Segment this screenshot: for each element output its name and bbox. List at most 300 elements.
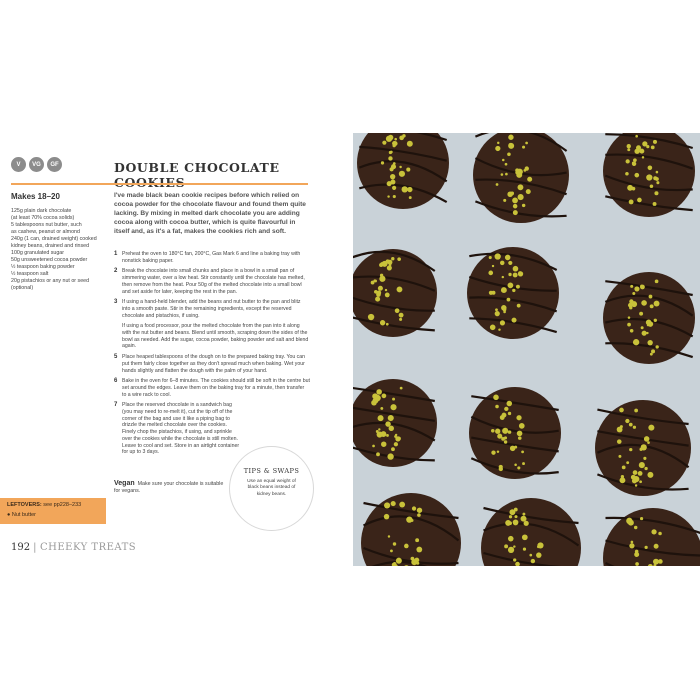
pistachio-crumb bbox=[508, 536, 514, 542]
pistachio-crumb bbox=[642, 156, 644, 158]
pistachio-crumb bbox=[629, 299, 633, 303]
step-text: If using a food processor, pour the melted chocolate from the pan into it along with the nut butter and beans. Blend until smooth, scraping down the sides of the bowl as needed. Add the sugar, cocoa powder, baking powder and salt and blend again. bbox=[122, 323, 309, 350]
pistachio-crumb bbox=[514, 464, 517, 467]
pistachio-crumb bbox=[508, 430, 512, 434]
pistachio-crumb bbox=[651, 529, 656, 534]
page-folio bbox=[11, 542, 136, 553]
pistachio-crumb bbox=[627, 144, 631, 148]
pistachio-crumb bbox=[508, 261, 512, 265]
pistachio-crumb bbox=[625, 419, 629, 423]
pistachio-crumb bbox=[629, 448, 632, 451]
vegan-label: Vegan bbox=[114, 480, 135, 487]
pistachio-crumb bbox=[639, 312, 643, 316]
pistachio-crumb bbox=[385, 289, 387, 291]
pistachio-crumb bbox=[527, 177, 532, 182]
leftovers-ref: see pp228–233 bbox=[43, 502, 82, 508]
pistachio-crumb bbox=[634, 173, 639, 178]
pistachio-crumb bbox=[517, 431, 523, 437]
pistachio-crumb bbox=[513, 558, 516, 561]
pistachio-crumb bbox=[497, 434, 502, 439]
pistachio-crumb bbox=[392, 144, 395, 147]
pistachio-crumb bbox=[653, 140, 657, 144]
pistachio-crumb bbox=[646, 174, 652, 180]
pistachio-crumb bbox=[633, 339, 639, 345]
pistachio-crumb bbox=[619, 408, 624, 413]
pistachio-crumb bbox=[417, 513, 421, 517]
pistachio-crumb bbox=[495, 146, 500, 151]
cookie bbox=[469, 387, 561, 479]
step-number: 3 bbox=[114, 299, 118, 306]
pistachio-crumb bbox=[648, 425, 654, 431]
pistachio-crumb bbox=[501, 305, 506, 310]
pistachio-crumb bbox=[390, 180, 395, 185]
pistachio-crumb bbox=[630, 285, 633, 288]
pistachio-crumb bbox=[513, 520, 519, 526]
pistachio-crumb bbox=[656, 345, 659, 348]
pistachio-crumb bbox=[512, 318, 517, 323]
pistachio-crumb bbox=[627, 185, 633, 191]
pistachio-crumb bbox=[648, 165, 653, 170]
pistachio-crumb bbox=[522, 204, 525, 207]
pistachio-crumb bbox=[374, 280, 377, 283]
method-step bbox=[114, 402, 240, 456]
pistachio-crumb bbox=[634, 286, 639, 291]
pistachio-crumb bbox=[508, 282, 514, 288]
method-step bbox=[114, 268, 310, 295]
pistachio-crumb bbox=[645, 546, 648, 549]
pistachio-crumb bbox=[400, 387, 403, 390]
pistachio-crumb bbox=[387, 265, 392, 270]
pistachio-crumb bbox=[522, 513, 525, 516]
pistachio-crumb bbox=[651, 145, 655, 149]
pistachio-crumb bbox=[492, 265, 494, 267]
method-step bbox=[114, 354, 310, 374]
pistachio-crumb bbox=[404, 544, 409, 549]
pistachio-crumb bbox=[504, 436, 507, 439]
pistachio-crumb bbox=[632, 478, 637, 483]
pistachio-crumb bbox=[402, 186, 408, 192]
method-steps bbox=[114, 251, 310, 460]
pistachio-crumb bbox=[631, 541, 634, 544]
pistachio-crumb bbox=[507, 401, 513, 407]
leftovers-item bbox=[7, 512, 36, 518]
pistachio-crumb bbox=[647, 324, 650, 327]
pistachio-crumb bbox=[646, 332, 648, 334]
pistachio-crumb bbox=[388, 535, 390, 537]
pistachio-crumb bbox=[414, 558, 419, 563]
pistachio-crumb bbox=[397, 287, 403, 293]
pistachio-crumb bbox=[386, 434, 389, 437]
pistachio-crumb bbox=[513, 204, 518, 209]
pistachio-crumb bbox=[656, 171, 659, 174]
tips-title: TIPS & SWAPS bbox=[243, 467, 300, 475]
pistachio-crumb bbox=[641, 326, 644, 329]
pistachio-crumb bbox=[379, 263, 383, 267]
pistachio-crumb bbox=[385, 292, 390, 297]
pistachio-crumb bbox=[635, 550, 639, 554]
pistachio-crumb bbox=[633, 158, 637, 162]
pistachio-crumb bbox=[382, 394, 387, 399]
step-number: 7 bbox=[114, 402, 118, 409]
pistachio-crumb bbox=[499, 467, 503, 471]
title-rule bbox=[11, 183, 308, 185]
recipe-title: DOUBLE CHOCOLATE bbox=[114, 160, 280, 175]
pistachio-crumb bbox=[617, 439, 622, 444]
pistachio-crumb bbox=[523, 548, 526, 551]
pistachio-crumb bbox=[509, 509, 515, 515]
pistachio-crumb bbox=[643, 457, 646, 460]
pistachio-crumb bbox=[386, 323, 389, 326]
pistachio-crumb bbox=[392, 398, 395, 401]
pistachio-crumb bbox=[390, 174, 395, 179]
pistachio-crumb bbox=[507, 298, 511, 302]
pistachio-crumb bbox=[513, 273, 518, 278]
pistachio-crumb bbox=[504, 407, 508, 411]
pistachio-crumb bbox=[501, 173, 504, 176]
pistachio-crumb bbox=[488, 271, 493, 276]
vegetarian-badge: V bbox=[11, 157, 26, 172]
step-text: Place heaped tablespoons of the dough on to the prepared baking tray. You can put them fairly close together as they don't spread much when baking. Wet your hands slightly and flatten the dough with the palm of your hand. bbox=[122, 354, 306, 374]
method-step bbox=[114, 299, 310, 319]
pistachio-crumb bbox=[500, 320, 505, 325]
pistachio-crumb bbox=[507, 152, 511, 156]
bullet-icon: ● bbox=[7, 512, 11, 518]
pistachio-crumb bbox=[508, 143, 514, 149]
pistachio-crumb bbox=[518, 194, 524, 200]
cookie bbox=[595, 400, 691, 496]
pistachio-crumb bbox=[396, 558, 402, 564]
pistachio-crumb bbox=[377, 290, 382, 295]
pistachio-crumb bbox=[495, 429, 500, 434]
folio-separator: | bbox=[33, 542, 37, 553]
pistachio-crumb bbox=[502, 276, 504, 278]
pistachio-crumb bbox=[513, 210, 518, 215]
pistachio-crumb bbox=[635, 484, 637, 486]
pistachio-crumb bbox=[637, 198, 642, 203]
ingredients-panel bbox=[11, 192, 106, 292]
pistachio-crumb bbox=[629, 306, 632, 309]
pistachio-crumb bbox=[391, 257, 394, 260]
pistachio-crumb bbox=[632, 292, 635, 295]
pistachio-crumb bbox=[622, 465, 626, 469]
pistachio-crumb bbox=[399, 166, 401, 168]
pistachio-crumb bbox=[399, 313, 404, 318]
pistachio-crumb bbox=[387, 453, 393, 459]
pistachio-crumb bbox=[536, 552, 541, 557]
pistachio-crumb bbox=[381, 161, 384, 164]
pistachio-crumb bbox=[647, 472, 653, 478]
pistachio-crumb bbox=[495, 311, 500, 316]
cookie bbox=[353, 249, 437, 337]
step-number: 2 bbox=[114, 268, 118, 275]
pistachio-crumb bbox=[407, 141, 413, 147]
pistachio-crumb bbox=[518, 271, 523, 276]
pistachio-crumb bbox=[391, 447, 395, 451]
pistachio-crumb bbox=[649, 295, 653, 299]
pistachio-crumb bbox=[517, 169, 523, 175]
pistachio-crumb bbox=[397, 257, 401, 261]
vegan-badge: VG bbox=[29, 157, 44, 172]
method-step bbox=[114, 323, 310, 350]
pistachio-crumb bbox=[629, 199, 634, 204]
cookies-photo-illustration bbox=[353, 133, 700, 566]
pistachio-crumb bbox=[638, 471, 643, 476]
pistachio-crumb bbox=[519, 423, 525, 429]
pistachio-crumb bbox=[489, 256, 492, 259]
pistachio-crumb bbox=[518, 184, 524, 190]
pistachio-crumb bbox=[619, 477, 625, 483]
pistachio-crumb bbox=[644, 467, 647, 470]
pistachio-crumb bbox=[654, 191, 658, 195]
pistachio-crumb bbox=[491, 450, 495, 454]
pistachio-crumb bbox=[379, 276, 385, 282]
method-step bbox=[114, 378, 310, 398]
pistachio-crumb bbox=[382, 141, 386, 145]
gluten-free-badge: GF bbox=[47, 157, 62, 172]
pistachio-crumb bbox=[381, 442, 386, 447]
pistachio-crumb bbox=[640, 285, 643, 288]
pistachio-crumb bbox=[627, 323, 631, 327]
pistachio-crumb bbox=[628, 520, 634, 526]
pistachio-crumb bbox=[634, 526, 637, 529]
pistachio-crumb bbox=[393, 542, 396, 545]
pistachio-crumb bbox=[505, 173, 508, 176]
pistachio-crumb bbox=[387, 195, 389, 197]
pistachio-crumb bbox=[412, 506, 416, 510]
pistachio-crumb bbox=[504, 440, 507, 443]
pistachio-crumb bbox=[378, 415, 384, 421]
pistachio-crumb bbox=[394, 442, 398, 446]
step-number: 5 bbox=[114, 354, 118, 361]
step-text: Place the reserved chocolate in a sandwich bag (you may need to re-melt it), cut the tip off of the corner of the bag and use it like a piping bag to drizzle the melted chocolate over the cookies. Finely chop the pistachios, if using, and sprinkle over the cookies while the chocolate is still molten. Leave to cool and set. Store in an airtight container for up to 3 days. bbox=[122, 402, 240, 456]
method-step bbox=[114, 251, 310, 264]
section-name: CHEEKY TREATS bbox=[39, 542, 137, 553]
pistachio-crumb bbox=[642, 141, 647, 146]
pistachio-crumb bbox=[628, 316, 631, 319]
leftovers-heading bbox=[7, 502, 81, 508]
pistachio-crumb bbox=[502, 159, 505, 162]
pistachio-crumb bbox=[642, 331, 647, 336]
pistachio-crumb bbox=[647, 340, 652, 345]
leftovers-item-text: Nut butter bbox=[11, 512, 37, 518]
pistachio-crumb bbox=[655, 280, 659, 284]
pistachio-crumb bbox=[508, 135, 513, 140]
pistachio-crumb bbox=[406, 168, 410, 172]
pistachio-crumb bbox=[524, 169, 527, 172]
pistachio-crumb bbox=[411, 519, 414, 522]
pistachio-crumb bbox=[497, 450, 499, 452]
pistachio-crumb bbox=[632, 162, 635, 165]
pistachio-crumb bbox=[512, 198, 518, 204]
pistachio-crumb bbox=[394, 138, 397, 141]
pistachio-crumb bbox=[627, 148, 630, 151]
pistachio-crumb bbox=[378, 428, 380, 430]
pistachio-crumb bbox=[394, 435, 397, 438]
pistachio-crumb bbox=[647, 441, 650, 444]
pistachio-crumb bbox=[644, 436, 650, 442]
pistachio-crumb bbox=[399, 318, 402, 321]
pistachio-crumb bbox=[495, 253, 501, 259]
pistachio-crumb bbox=[380, 320, 385, 325]
pistachio-crumb bbox=[384, 502, 390, 508]
pistachio-crumb bbox=[502, 428, 508, 434]
pistachio-crumb bbox=[641, 300, 647, 306]
pistachio-crumb bbox=[399, 171, 405, 177]
cookie-body bbox=[353, 249, 437, 337]
pistachio-crumb bbox=[495, 308, 498, 311]
pistachio-crumb bbox=[391, 501, 396, 506]
pistachio-crumb bbox=[495, 405, 499, 409]
cookies-photo bbox=[353, 133, 700, 566]
pistachio-crumb bbox=[653, 202, 657, 206]
pistachio-crumb bbox=[505, 163, 508, 166]
pistachio-crumb bbox=[639, 149, 644, 154]
step-text: Bake in the oven for 6–8 minutes. The cookies should still be soft in the centre but set around the edges. Leave them on the baking tray for a minute, then transfer to a wire rack to cool. bbox=[122, 378, 310, 398]
pistachio-crumb bbox=[651, 349, 655, 353]
pistachio-crumb bbox=[376, 389, 382, 395]
pistachio-crumb bbox=[491, 429, 495, 433]
pistachio-crumb bbox=[626, 159, 630, 163]
pistachio-crumb bbox=[374, 399, 378, 403]
pistachio-crumb bbox=[658, 559, 663, 564]
pistachio-crumb bbox=[368, 314, 374, 320]
pistachio-crumb bbox=[633, 470, 638, 475]
recipe-intro: I've made black bean cookie recipes before which relied on cocoa powder for the chocolate flavour and found them quite lacking. By mixing in melted dark chocolate you are adding cocoa along with cocoa butter, which is quite flavourful in itself and, as it's a fat, makes the cookies rich and soft. bbox=[114, 192, 306, 236]
pistachio-crumb bbox=[522, 146, 525, 149]
pistachio-crumb bbox=[650, 185, 654, 189]
step-number: 1 bbox=[114, 251, 118, 257]
pistachio-crumb bbox=[525, 142, 528, 145]
pistachio-crumb bbox=[416, 547, 422, 553]
pistachio-crumb bbox=[629, 423, 633, 427]
pistachio-crumb bbox=[385, 263, 387, 265]
pistachio-crumb bbox=[417, 508, 422, 513]
pistachio-crumb bbox=[380, 407, 383, 410]
step-number: 6 bbox=[114, 378, 118, 385]
pistachio-crumb bbox=[514, 446, 517, 449]
pistachio-crumb bbox=[654, 544, 659, 549]
pistachio-crumb bbox=[502, 413, 507, 418]
pistachio-crumb bbox=[625, 172, 629, 176]
pistachio-crumb bbox=[524, 521, 529, 526]
pistachio-crumb bbox=[633, 426, 636, 429]
pistachio-crumb bbox=[512, 289, 515, 292]
pistachio-crumb bbox=[500, 261, 504, 265]
pistachio-crumb bbox=[639, 462, 645, 468]
pistachio-crumb bbox=[517, 304, 521, 308]
pistachio-crumb bbox=[393, 195, 396, 198]
pistachio-crumb bbox=[626, 461, 629, 464]
pistachio-crumb bbox=[388, 156, 392, 160]
pistachio-crumb bbox=[376, 452, 380, 456]
ingredients-list: 125g plain dark chocolate (at least 70% cocoa solids) 5 tablespoons nut butter, such as cashew, peanut or almond 240g (1 can, drained weight) cooked kidney beans, drained and rinsed 100g granulated sugar 50g unsweetened cocoa powder ½ teaspoon baking powder ½ teaspoon salt 20g pistachios or any nut or seed (optional) bbox=[11, 208, 97, 291]
pistachio-crumb bbox=[496, 183, 499, 186]
pistachio-crumb bbox=[629, 543, 634, 548]
pistachio-crumb bbox=[640, 517, 643, 520]
pistachio-crumb bbox=[395, 308, 400, 313]
pistachio-crumb bbox=[505, 255, 511, 261]
vegan-note bbox=[114, 480, 224, 495]
pistachio-crumb bbox=[522, 462, 525, 465]
pistachio-crumb bbox=[537, 545, 540, 548]
leftovers-label: LEFTOVERS: bbox=[7, 502, 42, 508]
pistachio-crumb bbox=[513, 266, 519, 272]
cookie bbox=[603, 272, 695, 364]
pistachio-crumb bbox=[399, 502, 405, 508]
pistachio-crumb bbox=[378, 286, 383, 291]
tips-and-swaps-circle bbox=[229, 446, 314, 531]
pistachio-crumb bbox=[508, 547, 514, 553]
pistachio-crumb bbox=[508, 412, 511, 415]
pistachio-crumb bbox=[635, 135, 638, 138]
pistachio-crumb bbox=[505, 520, 511, 526]
cookie bbox=[467, 247, 559, 339]
pistachio-crumb bbox=[522, 534, 528, 540]
pistachio-crumb bbox=[503, 199, 506, 202]
pistachio-crumb bbox=[655, 177, 659, 181]
pistachio-crumb bbox=[390, 167, 394, 171]
pistachio-crumb bbox=[517, 466, 520, 469]
pistachio-crumb bbox=[654, 319, 657, 322]
pistachio-crumb bbox=[501, 287, 507, 293]
pistachio-crumb bbox=[618, 455, 621, 458]
pistachio-crumb bbox=[388, 415, 394, 421]
pistachio-crumb bbox=[634, 409, 638, 413]
step-text: If using a hand-held blender, add the beans and nut butter to the pan and blitz into a smooth paste. Stir in the remaining ingredients, except the reserved chocolate and pistachios, if using. bbox=[122, 299, 301, 319]
pistachio-crumb bbox=[490, 324, 496, 330]
pistachio-crumb bbox=[388, 135, 393, 140]
step-text: Preheat the oven to 180°C fan, 200°C, Gas Mark 6 and line a baking tray with nonstick baking paper. bbox=[122, 251, 301, 264]
pistachio-crumb bbox=[654, 301, 660, 307]
pistachio-crumb bbox=[650, 304, 654, 308]
pistachio-crumb bbox=[504, 544, 508, 548]
pistachio-crumb bbox=[375, 297, 380, 302]
vegan-text: Make sure your chocolate is suitable for vegans. bbox=[114, 481, 224, 494]
pistachio-crumb bbox=[514, 515, 517, 518]
pistachio-crumb bbox=[656, 181, 659, 184]
cookie bbox=[353, 379, 437, 467]
pistachio-crumb bbox=[639, 480, 642, 483]
pistachio-crumb bbox=[529, 554, 532, 557]
pistachio-crumb bbox=[376, 430, 379, 433]
pistachio-crumb bbox=[518, 436, 522, 440]
pistachio-crumb bbox=[415, 538, 419, 542]
pistachio-crumb bbox=[409, 196, 412, 199]
tips-body: Use an equal weight of black beans instead of kidney beans. bbox=[247, 479, 296, 497]
pistachio-crumb bbox=[521, 450, 524, 453]
pistachio-crumb bbox=[389, 151, 392, 154]
leftovers-box bbox=[0, 498, 106, 524]
pistachio-crumb bbox=[522, 517, 525, 520]
pistachio-crumb bbox=[508, 273, 511, 276]
pistachio-crumb bbox=[392, 186, 396, 190]
pistachio-crumb bbox=[384, 514, 389, 519]
pistachio-crumb bbox=[630, 329, 634, 333]
pistachio-crumb bbox=[658, 532, 662, 536]
pistachio-crumb bbox=[507, 191, 513, 197]
cookie-body bbox=[467, 247, 559, 339]
pistachio-crumb bbox=[653, 559, 659, 565]
pistachio-crumb bbox=[402, 134, 405, 137]
pistachio-crumb bbox=[372, 445, 375, 448]
page-number: 192 bbox=[11, 542, 31, 553]
pistachio-crumb bbox=[497, 142, 499, 144]
pistachio-crumb bbox=[498, 328, 500, 330]
pistachio-crumb bbox=[390, 404, 396, 410]
yield-label: Makes 18–20 bbox=[11, 192, 60, 201]
pistachio-crumb bbox=[495, 397, 498, 400]
diet-badges bbox=[11, 157, 62, 172]
